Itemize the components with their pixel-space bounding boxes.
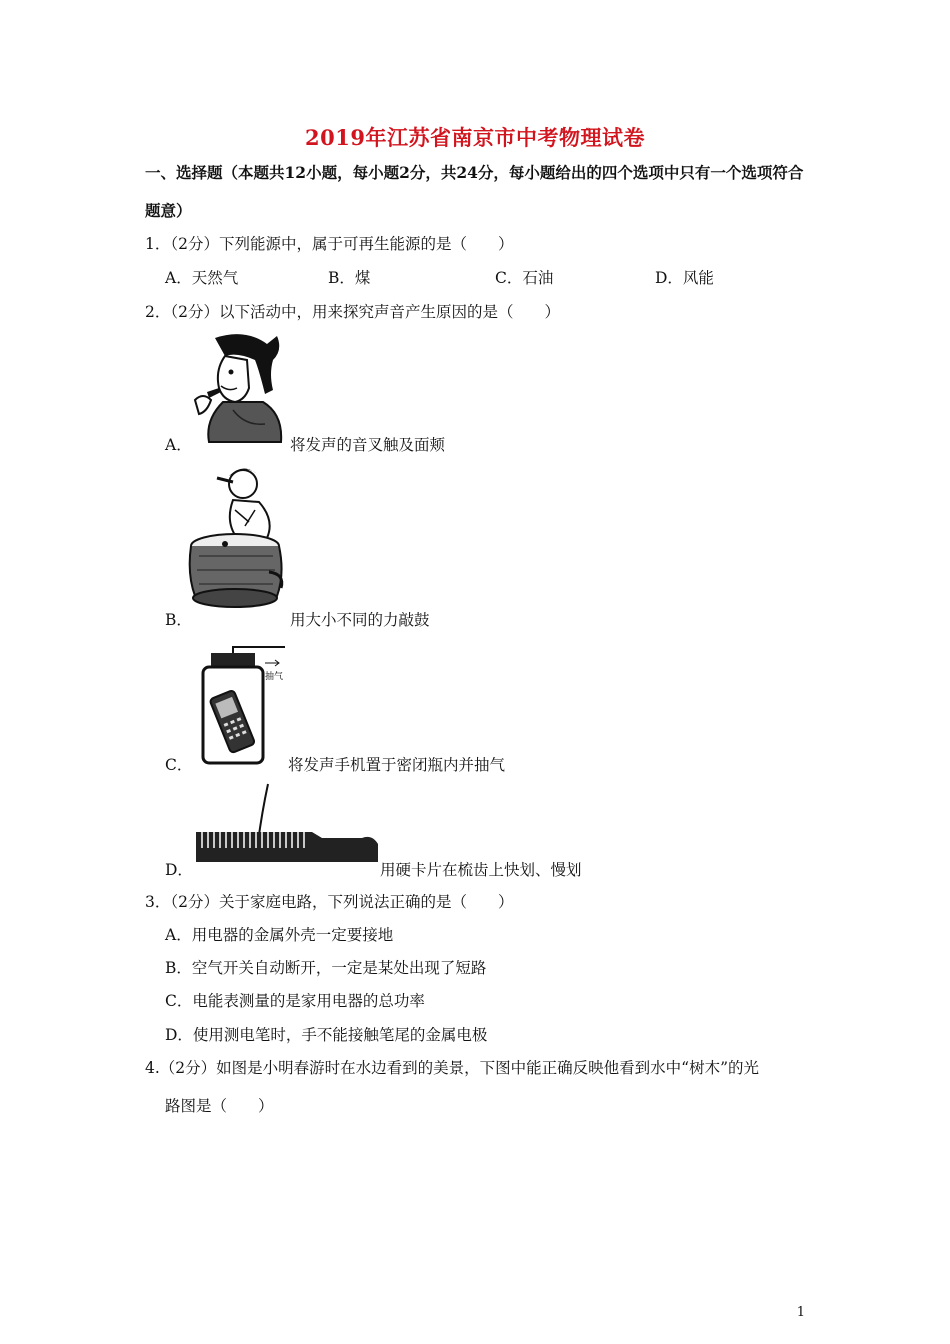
pump-label: 抽气 [265, 672, 284, 682]
question-3-option-a[interactable]: A．用电器的金属外壳一定要接地 [165, 926, 394, 944]
question-2-option-b-letter[interactable]: B． [165, 611, 192, 629]
question-1-option-a[interactable]: A．天然气 [165, 269, 239, 287]
question-1-option-b[interactable]: B．煤 [328, 269, 371, 287]
phone-in-jar-illustration [195, 645, 290, 770]
question-2-option-d-text: 用硬卡片在梳齿上快划、慢划 [380, 861, 582, 879]
question-2-option-a-text: 将发声的音叉触及面颊 [290, 436, 446, 454]
question-2-option-c-letter[interactable]: C． [165, 756, 193, 774]
question-2-option-a-letter[interactable]: A． [165, 436, 192, 454]
question-1-stem: 1．（2分）下列能源中，属于可再生能源的是（ ） [145, 235, 514, 253]
question-1-option-d[interactable]: D．风能 [655, 269, 714, 287]
question-3-stem: 3．（2分）关于家庭电路，下列说法正确的是（ ） [145, 893, 514, 911]
section-heading: 一、选择题（本题共12小题，每小题2分，共24分，每小题给出的四个选项中只有一个选项符合题意） [145, 163, 804, 220]
page-number: 1 [796, 1305, 805, 1320]
drummer-illustration [185, 462, 285, 612]
tuning-fork-girl-illustration [185, 330, 285, 445]
comb-and-card-illustration [192, 782, 378, 872]
question-3-option-d[interactable]: D．使用测电笔时，手不能接触笔尾的金属电极 [165, 1026, 488, 1044]
question-2-stem: 2．（2分）以下活动中，用来探究声音产生原因的是（ ） [145, 303, 560, 321]
question-4-stem-line-1: 4.（2分）如图是小明春游时在水边看到的美景，下图中能正确反映他看到水中“树木”的光 [145, 1059, 760, 1077]
question-3-option-c[interactable]: C．电能表测量的是家用电器的总功率 [165, 992, 425, 1010]
question-1-option-c[interactable]: C．石油 [495, 269, 554, 287]
question-4-stem-line-2: 路图是（ ） [165, 1097, 274, 1115]
question-3-option-b[interactable]: B．空气开关自动断开，一定是某处出现了短路 [165, 959, 487, 977]
page-title: 2019年江苏省南京市中考物理试卷 [305, 125, 645, 150]
question-2-option-d-letter[interactable]: D． [165, 861, 193, 879]
question-2-option-b-text: 用大小不同的力敲鼓 [290, 611, 430, 629]
question-2-option-c-text: 将发声手机置于密闭瓶内并抽气 [288, 756, 506, 774]
